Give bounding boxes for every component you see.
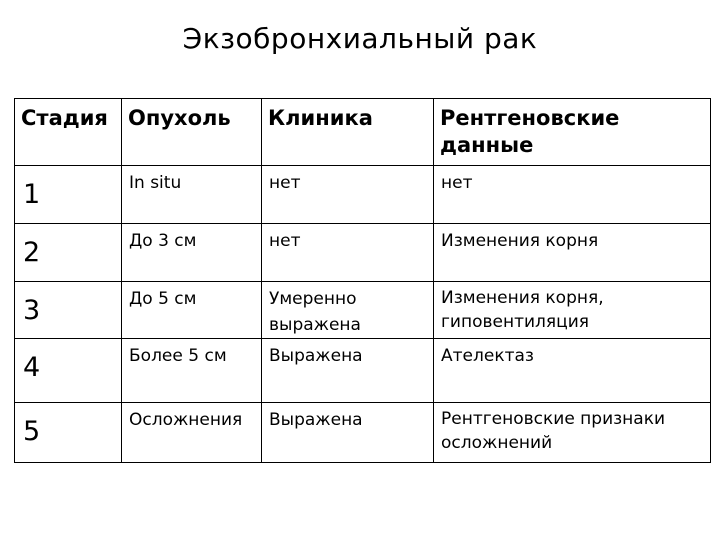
xray-cell: Рентгеновские признаки осложнений — [434, 403, 711, 463]
header-xray-label: Рентгеновские данные — [440, 106, 620, 157]
table-row — [15, 166, 711, 224]
header-clinic: Клиника — [262, 99, 434, 166]
tumor-cell: Осложнения — [122, 403, 262, 463]
stage-cell: 4 — [15, 339, 122, 403]
stage-cell: 5 — [15, 403, 122, 463]
xray-cell: Изменения корня — [434, 224, 711, 282]
stage-table — [14, 98, 711, 463]
xray-cell: Изменения корня, гиповентиляция — [434, 282, 711, 339]
table-row — [15, 224, 711, 282]
tumor-cell: In situ — [122, 166, 262, 224]
tumor-cell: До 5 см — [122, 282, 262, 339]
tumor-cell: Более 5 см — [122, 339, 262, 403]
table-row — [15, 403, 711, 463]
stage-cell: 3 — [15, 282, 122, 339]
stage-cell: 2 — [15, 224, 122, 282]
header-stage: Стадия — [15, 99, 122, 166]
table-row — [15, 282, 711, 339]
clinic-cell: нет — [262, 166, 434, 224]
clinic-cell: Выражена — [262, 403, 434, 463]
xray-cell: нет — [434, 166, 711, 224]
clinic-cell: Умеренно выражена — [262, 282, 434, 339]
stage-cell: 1 — [15, 166, 122, 224]
header-xray — [434, 99, 711, 166]
clinic-cell: нет — [262, 224, 434, 282]
table-row — [15, 339, 711, 403]
header-tumor: Опухоль — [122, 99, 262, 166]
xray-cell: Ателектаз — [434, 339, 711, 403]
tumor-cell: До 3 см — [122, 224, 262, 282]
table-header-row — [15, 99, 711, 166]
slide-title: Экзобронхиальный рак — [182, 22, 538, 55]
clinic-cell: Выражена — [262, 339, 434, 403]
